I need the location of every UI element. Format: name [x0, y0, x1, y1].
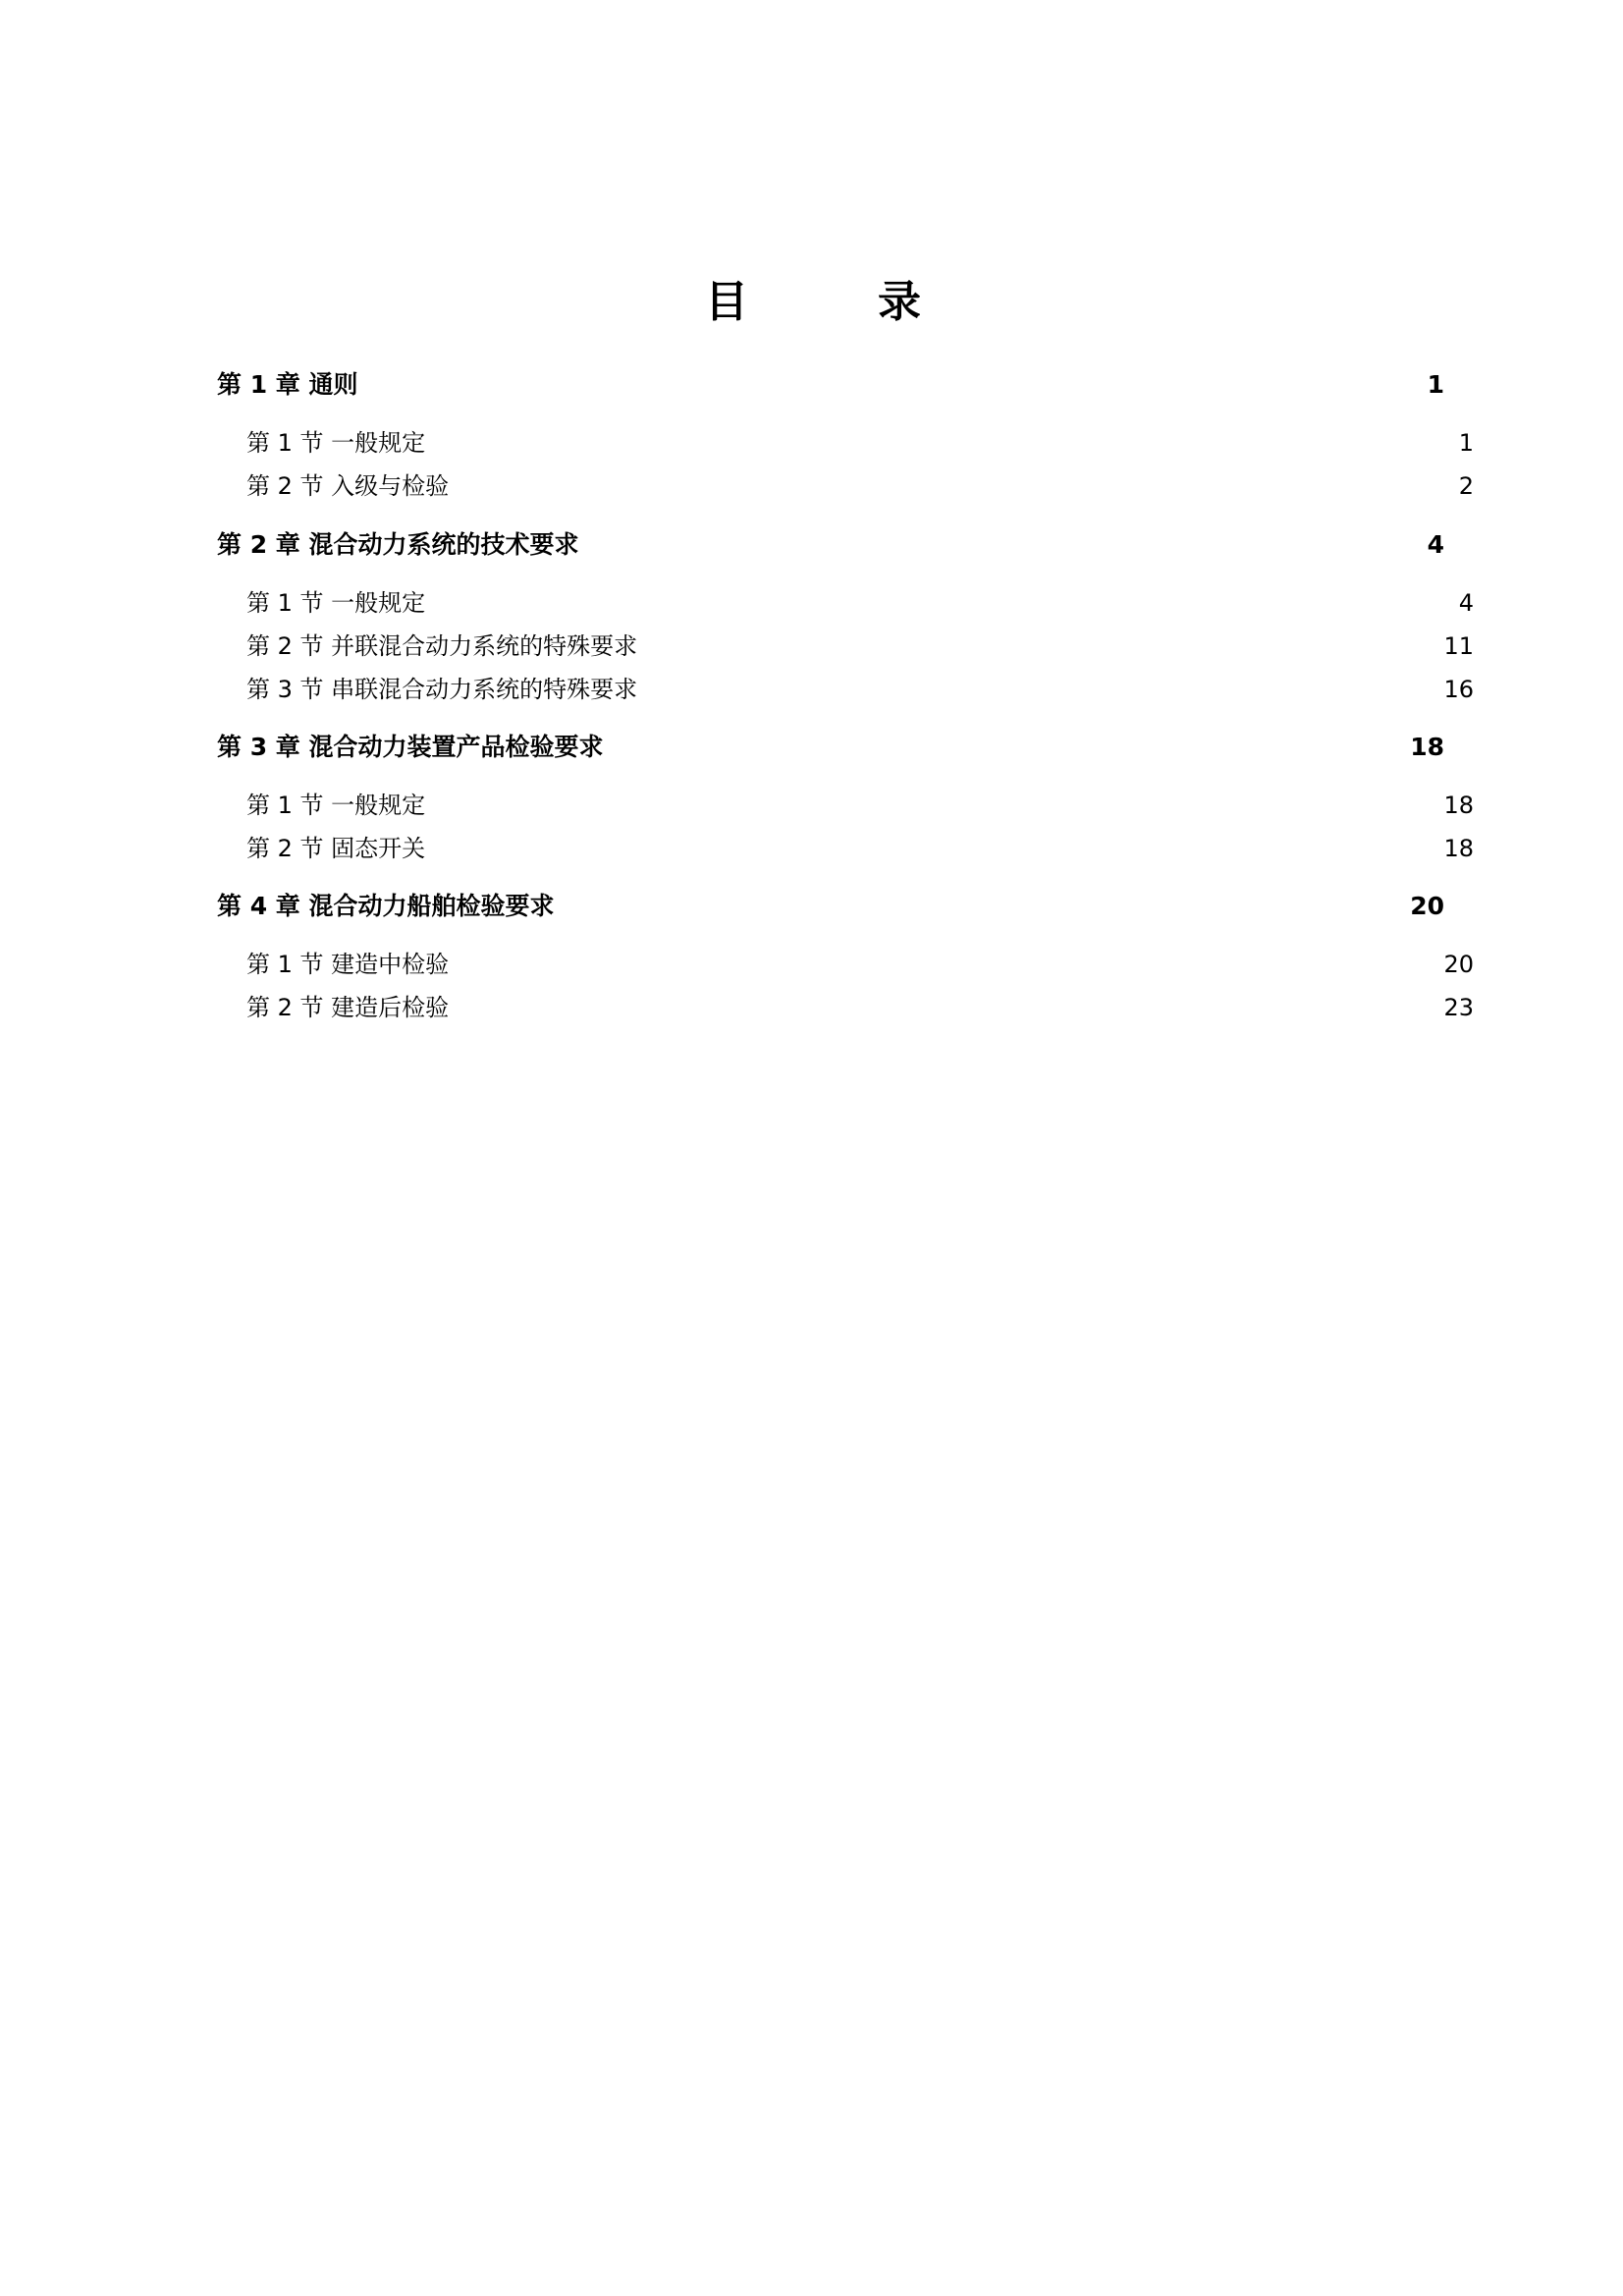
section-page-number: 4 [1458, 589, 1474, 617]
section-label: 第 2 节 固态开关 [246, 835, 426, 862]
dot-leader [585, 552, 1424, 553]
section-label: 第 1 节 一般规定 [246, 792, 426, 819]
section-page-number: 18 [1443, 792, 1474, 819]
section-label: 第 2 节 并联混合动力系统的特殊要求 [246, 632, 638, 660]
section-label: 第 1 节 一般规定 [246, 429, 426, 457]
dot-leader [455, 1014, 1439, 1015]
chapter-label: 第 1 章 通则 [217, 370, 358, 399]
dot-leader [431, 812, 1439, 813]
toc-section-4-1[interactable] [246, 945, 1474, 979]
toc-section-2-1[interactable] [246, 583, 1474, 618]
toc-section-2-2[interactable] [246, 627, 1474, 661]
toc-section-3-1[interactable] [246, 786, 1474, 820]
section-page-number: 2 [1458, 472, 1474, 500]
dot-leader [610, 754, 1407, 755]
toc-chapter-3[interactable] [217, 728, 1444, 763]
toc-section-3-2[interactable] [246, 829, 1474, 863]
section-label: 第 2 节 建造后检验 [246, 994, 450, 1021]
section-label: 第 1 节 一般规定 [246, 589, 426, 617]
toc-section-1-1[interactable] [246, 423, 1474, 458]
section-page-number: 1 [1458, 429, 1474, 457]
dot-leader [643, 653, 1439, 654]
dot-leader [561, 913, 1407, 914]
section-page-number: 16 [1443, 676, 1474, 703]
dot-leader [431, 610, 1455, 611]
chapter-page-number: 1 [1427, 370, 1444, 399]
chapter-page-number: 4 [1427, 530, 1444, 559]
chapter-label: 第 4 章 混合动力船舶检验要求 [217, 892, 555, 920]
chapter-page-number: 20 [1410, 892, 1444, 920]
toc-section-4-2[interactable] [246, 988, 1474, 1022]
section-label: 第 3 节 串联混合动力系统的特殊要求 [246, 676, 638, 703]
toc-chapter-4[interactable] [217, 887, 1444, 922]
toc-title: 目 录 [705, 277, 964, 327]
section-page-number: 11 [1443, 632, 1474, 660]
toc-section-1-2[interactable] [246, 466, 1474, 501]
chapter-label: 第 2 章 混合动力系统的技术要求 [217, 530, 579, 559]
section-page-number: 18 [1443, 835, 1474, 862]
section-page-number: 23 [1443, 994, 1474, 1021]
chapter-page-number: 18 [1410, 733, 1444, 761]
toc-chapter-1[interactable] [217, 365, 1444, 401]
section-label: 第 2 节 入级与检验 [246, 472, 450, 500]
dot-leader [643, 696, 1439, 697]
toc-chapter-2[interactable] [217, 525, 1444, 561]
dot-leader [364, 392, 1424, 393]
section-label: 第 1 节 建造中检验 [246, 951, 450, 978]
dot-leader [455, 971, 1439, 972]
dot-leader [431, 855, 1439, 856]
dot-leader [455, 493, 1455, 494]
toc-section-2-3[interactable] [246, 670, 1474, 704]
dot-leader [431, 450, 1455, 451]
section-page-number: 20 [1443, 951, 1474, 978]
chapter-label: 第 3 章 混合动力装置产品检验要求 [217, 733, 604, 761]
